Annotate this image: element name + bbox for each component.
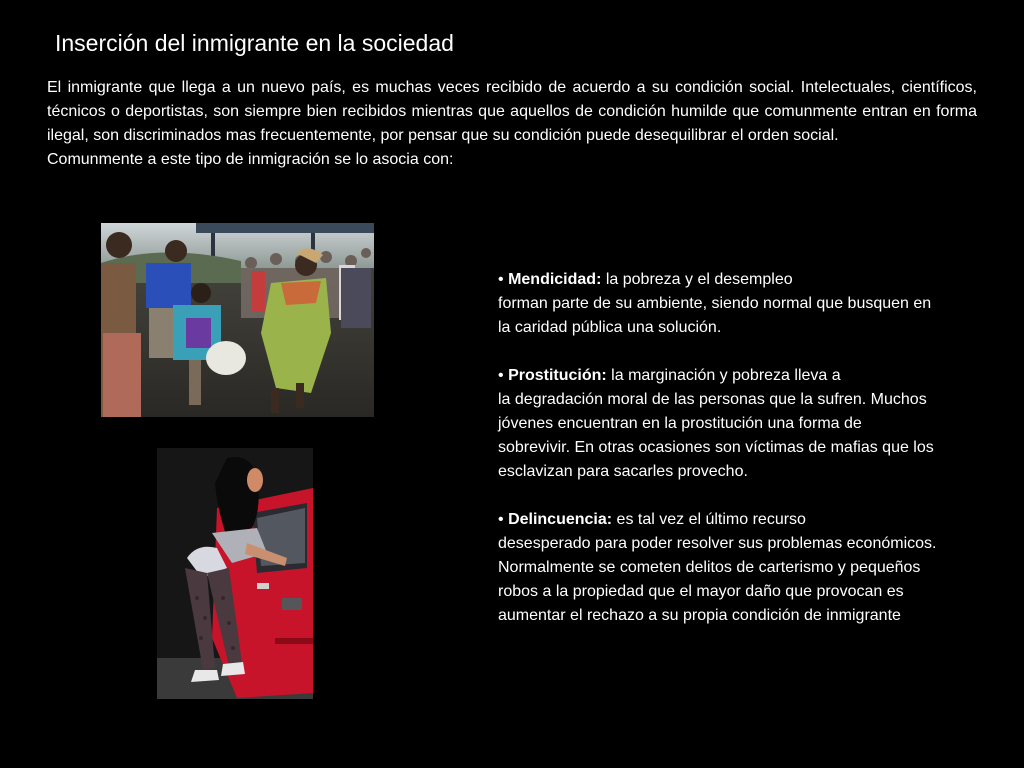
- bullet-term: Prostitución:: [508, 367, 607, 384]
- bullet-line1: la marginación y pobreza lleva a: [606, 367, 841, 384]
- bullet-item-prostitucion: [498, 364, 938, 484]
- street-car-photo: [157, 448, 313, 699]
- intro-paragraph: El inmigrante que llega a un nuevo país, es muchas veces recibido de acuerdo a su condición social. Intelectuales, científicos, técnicos o deportistas, son siempre bien recibidos mientras que aquellos de condición humilde que comunmente entran en forma ilegal, son discriminados mas frecuentemente, por pensar que su condición puede desequilibrar el orden social.: [47, 79, 977, 144]
- bullet-line1: la pobreza y el desempleo: [601, 271, 793, 288]
- crowd-photo: [101, 223, 374, 417]
- bullet-item-delincuencia: [498, 508, 938, 628]
- bullet-description: forman parte de su ambiente, siendo normal que busquen en la caridad pública una solución.: [498, 295, 932, 336]
- intro-text: [47, 76, 977, 172]
- slide-title: Inserción del inmigrante en la sociedad: [55, 30, 454, 56]
- bullet-term: Mendicidad:: [508, 271, 602, 288]
- bullet-marker: •: [498, 367, 504, 384]
- bullet-description: desesperado para poder resolver sus problemas económicos. Normalmente se cometen delitos de carterismo y pequeños robos a la propiedad que el mayor daño que provocan es aumentar el rechazo a su propia condición de inmigrante: [498, 535, 937, 624]
- bullet-list: [498, 268, 938, 652]
- bullet-line1: es tal vez el último recurso: [612, 511, 806, 528]
- bullet-term: Delincuencia:: [508, 511, 613, 528]
- bullet-description: la degradación moral de las personas que la sufren. Muchos jóvenes encuentran en la prostitución una forma de sobrevivir. En otras ocasiones son víctimas de mafias que los esclavizan para sacarles provecho.: [498, 391, 934, 480]
- street-car-photo-image: [157, 448, 313, 699]
- intro-lead: Comunmente a este tipo de inmigración se lo asocia con:: [47, 151, 454, 168]
- bullet-marker: •: [498, 271, 504, 288]
- crowd-photo-image: [101, 223, 374, 417]
- bullet-marker: •: [498, 511, 504, 528]
- bullet-item-mendicidad: [498, 268, 938, 340]
